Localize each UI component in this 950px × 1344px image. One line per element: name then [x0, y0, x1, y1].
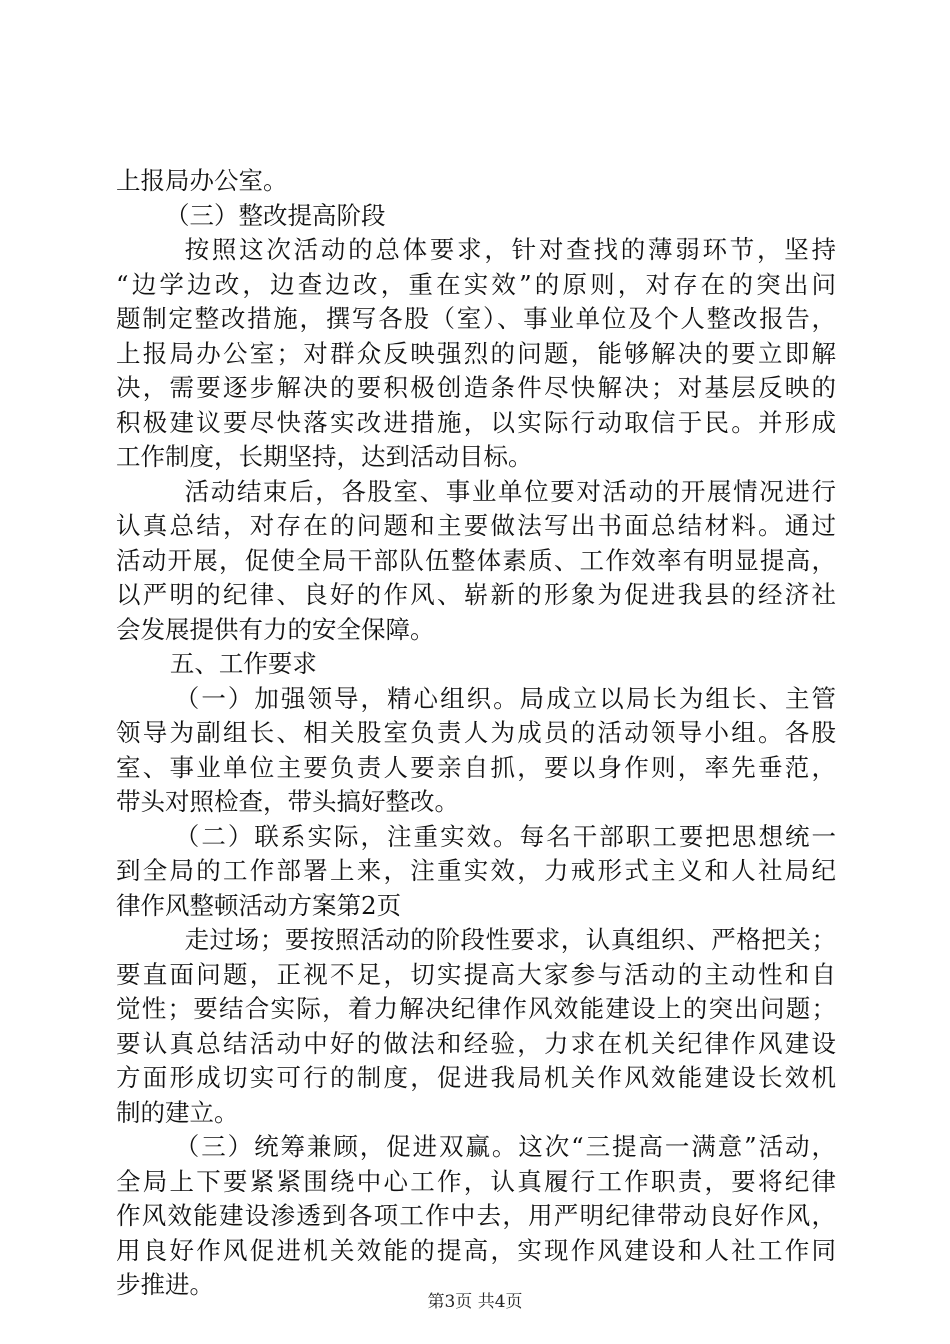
text-line: （一）加强领导，精心组织。局成立以局长为组长、主管 [174, 683, 836, 713]
paragraph [116, 233, 836, 475]
paragraph [116, 1130, 836, 1303]
document-body [116, 164, 836, 1303]
text-line: 按照这次活动的总体要求，针对查找的薄弱环节，坚持 [184, 235, 836, 264]
text-line: 上报局办公室。 [116, 166, 288, 195]
text-line: 以严明的纪律、良好的作风、崭新的形象为促进我县的经济社 [116, 580, 836, 609]
text-line: 制的建立。 [116, 1097, 239, 1127]
text-line: 用良好作风促进机关效能的提高，实现作风建设和人社工作同 [116, 1235, 836, 1265]
paragraph [116, 164, 836, 199]
text-line: 带头对照检查，带头搞好整改。 [116, 787, 459, 816]
text-line: 积极建议要尽快落实改进措施，以实际行动取信于民。并形成 [116, 407, 836, 437]
text-line: 要认真总结活动中好的做法和经验，力求在机关纪律作风建设 [116, 1028, 836, 1058]
text-line: 到全局的工作部署上来，注重实效，力戒形式主义和人社局纪 [116, 856, 836, 885]
text-line: 活动结束后，各股室、事业单位要对活动的开展情况进行 [184, 476, 836, 506]
text-line: 会发展提供有力的安全保障。 [116, 614, 435, 644]
text-line: 工作制度，长期坚持，达到活动目标。 [116, 442, 533, 471]
text-line: 领导为副组长、相关股室负责人为成员的活动领导小组。各股 [116, 718, 836, 747]
text-line: 上报局办公室；对群众反映强烈的问题，能够解决的要立即解 [116, 338, 836, 368]
text-line: 室、事业单位主要负责人要亲自抓，要以身作则，率先垂范， [116, 752, 836, 782]
text-line: 作风效能建设渗透到各项工作中去，用严明纪律带动良好作风， [116, 1201, 836, 1230]
text-line: （二）联系实际，注重实效。每名干部职工要把思想统一 [174, 821, 836, 851]
text-line: 全局上下要紧紧围绕中心工作，认真履行工作职责，要将纪律 [116, 1166, 836, 1196]
page-footer: 第3页 共4页 [427, 1292, 523, 1312]
paragraph [116, 820, 836, 924]
text-line: 步推进。 [116, 1270, 214, 1299]
text-line: （三）整改提高阶段 [165, 200, 386, 230]
text-line: 要直面问题，正视不足，切实提高大家参与活动的主动性和自 [116, 959, 836, 989]
text-line: 走过场；要按照活动的阶段性要求，认真组织、严格把关； [184, 925, 836, 954]
paragraph [116, 923, 836, 1130]
text-line: 五、工作要求 [169, 649, 317, 678]
paragraph [116, 647, 836, 682]
text-line: 认真总结，对存在的问题和主要做法写出书面总结材料。通过 [116, 511, 836, 540]
text-line: （三）统筹兼顾，促进双赢。这次“三提高一满意”活动， [174, 1132, 836, 1161]
paragraph [116, 199, 836, 234]
text-line: 方面形成切实可行的制度，促进我局机关作风效能建设长效机 [116, 1063, 836, 1092]
text-line: 觉性；要结合实际，着力解决纪律作风效能建设上的突出问题； [116, 994, 836, 1023]
paragraph [116, 475, 836, 648]
text-line: 决，需要逐步解决的要积极创造条件尽快解决；对基层反映的 [116, 373, 836, 402]
text-line: 题制定整改措施，撰写各股（室）、事业单位及个人整改报告， [116, 304, 836, 333]
text-line: “边学边改，边查边改，重在实效”的原则，对存在的突出问 [116, 269, 836, 299]
text-line: 律作风整顿活动方案第2页 [116, 890, 402, 920]
paragraph [116, 682, 836, 820]
text-line: 活动开展，促使全局干部队伍整体素质、工作效率有明显提高， [116, 545, 836, 575]
